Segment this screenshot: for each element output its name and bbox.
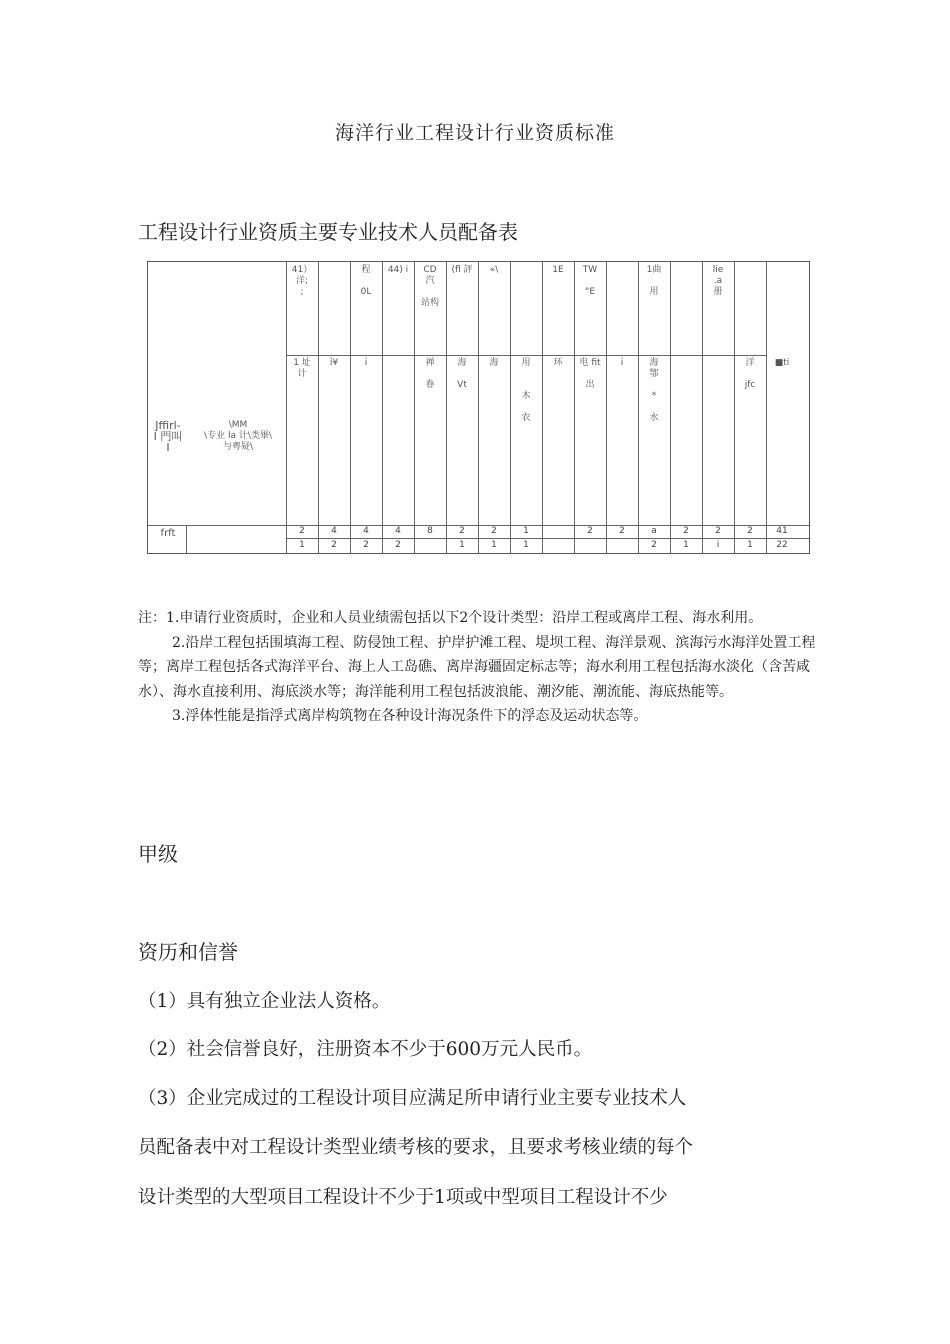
table-header-divider [286,355,766,356]
note-3: 3.浮体性能是指浮式离岸构筑物在各种设计海况条件下的浮态及运动状态等。 [172,708,648,724]
table-cell: 4 [331,526,337,536]
row-label: frft [160,528,176,539]
table-cell: 2 [299,526,305,536]
header-cell: 程 0L [360,265,372,297]
table-row-divider [286,538,809,539]
header-cell: ỉ¥ [329,358,339,368]
header-cell: ỉ [620,358,624,368]
table-cell: 2 [587,526,593,536]
table-col-divider [186,525,187,553]
table-col-divider [350,262,351,553]
header-cell: 电 fit 出 [579,358,601,390]
header-cell: 1 址 计 [293,358,311,379]
header-cell: «\ [489,265,499,275]
header-cell: 用 木 农 [521,358,531,423]
header-cell: 洋 jfc [744,358,756,390]
table-cell: 41 [776,526,788,536]
table-cell: 1 [459,540,465,550]
table-cell: 1 [523,540,529,550]
table-cell: 2 [459,526,465,536]
header-cell: ■ti [774,358,790,368]
item-1: （1）具有独立企业法人资格。 [138,991,391,1012]
table-cell: 4 [363,526,369,536]
table-cell: i [716,540,720,550]
item-2: （2）社会信誉良好，注册资本不少于600万元人民币。 [138,1039,593,1060]
table-col-divider [702,262,703,553]
qualification-heading: 资历和信誉 [138,940,238,964]
table-cell: 22 [776,540,788,550]
table-cell: 2 [491,526,497,536]
header-cell: TW °E [582,265,598,297]
header-cell: 1E [552,265,564,275]
grade-heading: 甲级 [138,842,178,866]
table-cell: 2 [715,526,721,536]
table-cell: 4 [395,526,401,536]
header-cell: 环 [553,358,563,368]
table-cell: 2 [363,540,369,550]
table-col-divider [670,262,671,553]
table-heading: 工程设计行业资质主要专业技术人员配备表 [138,220,518,244]
table-col-divider [606,262,607,553]
table-cell: 8 [427,526,433,536]
note-1: 注：1.申请行业资质时，企业和人员业绩需包括以下2个设计类型：沿岸工程或离岸工程、海水利用。 [138,610,763,626]
document-title: 海洋行业工程设计行业资质标准 [334,122,615,144]
notes [138,606,818,729]
header-cell: 海 Vt [457,358,467,390]
table-cell: 1 [491,540,497,550]
corner-left-label: Jffirl- I 門叫 I [153,419,183,454]
table-col-divider [766,262,767,553]
table-cell: 1 [299,540,305,550]
table-cell: 2 [747,526,753,536]
table-col-divider [478,262,479,553]
header-cell: 44) i [387,265,409,275]
table-col-divider [574,262,575,553]
table-col-divider [382,262,383,553]
note-2: 2.沿岸工程包括围填海工程、防侵蚀工程、护岸护滩工程、堤坝工程、海洋景观、滨海污水海洋处置工程等；离岸工程包括各式海洋平台、海上人工岛礁、离岸海疆固定标志等；海水利用工程包括海水淡化（含苦咸水）、海水直接利用、海底淡水等；海洋能利用工程包括波浪能、潮汐能、潮流能、海底热能等。 [138,634,816,700]
table-col-divider [734,262,735,553]
table-cell: 2 [395,540,401,550]
table-col-divider [542,262,543,553]
table-cell: 1 [683,540,689,550]
header-cell: ỉ [364,358,368,368]
table-cell: 2 [651,540,657,550]
table-cell: 1 [747,540,753,550]
header-cell: 海 鄂 * 水 [649,358,659,423]
item-3: （3）企业完成过的工程设计项目应满足所申请行业主要专业技术人 [138,1088,687,1109]
table-col-divider [318,262,319,553]
table-col-divider [446,262,447,553]
staffing-table [147,261,810,554]
header-cell: 海 [489,358,499,368]
header-cell: (fl 評 [451,265,473,275]
header-cell: CD 汽 站构 [420,265,439,308]
item-3-cont-1: 员配备表中对工程设计类型业绩考核的要求，且要求考核业绩的每个 [138,1137,694,1158]
corner-right-label: \MM \专业 la 计\类畢\ 与粤疑\ [204,420,272,452]
table-cell: 2 [331,540,337,550]
table-cell: a [651,526,657,536]
table-cell: 1 [523,526,529,536]
table-cell: 2 [619,526,625,536]
header-cell: lie .a 册 [712,265,724,297]
item-3-cont-2: 设计类型的大型项目工程设计不少于1项或中型项目工程设计不少 [138,1187,668,1208]
table-col-divider [286,262,287,553]
header-cell: 41） 洋; ; [291,265,313,297]
header-cell: 禅 眷 [425,358,435,390]
table-cell: 2 [683,526,689,536]
header-cell: 1曲 用 [646,265,662,297]
